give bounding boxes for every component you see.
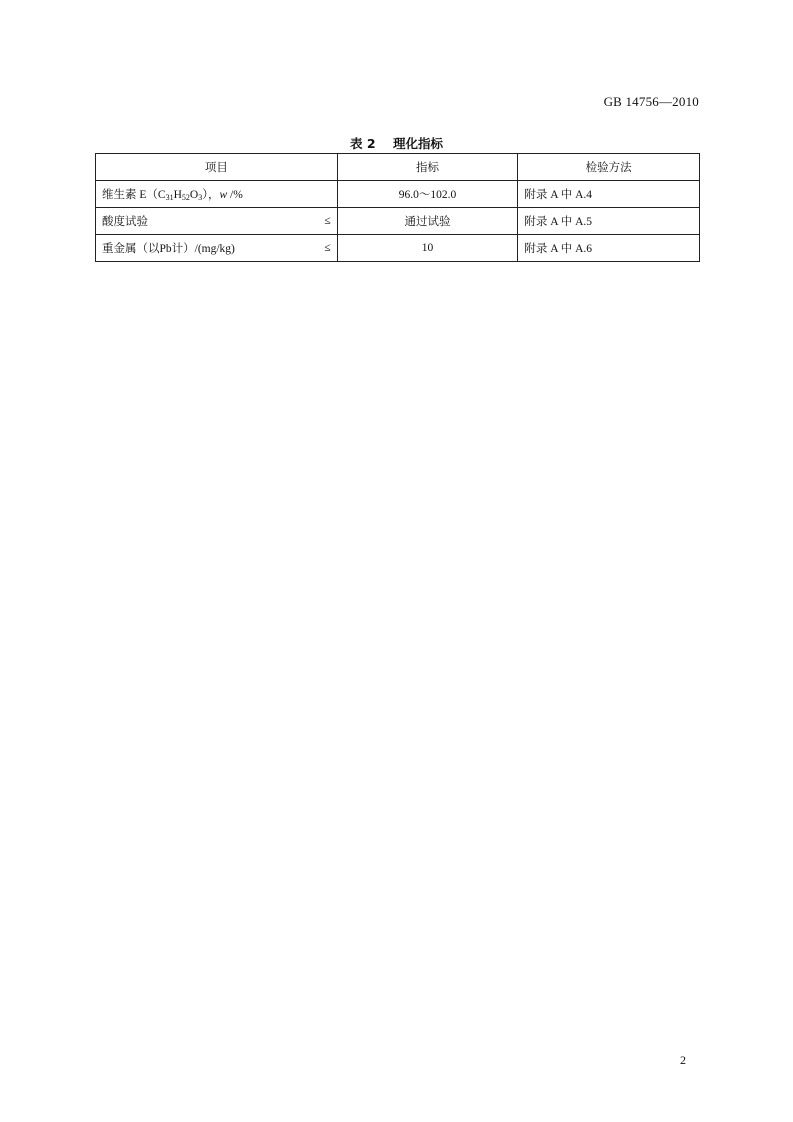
table-row bbox=[96, 181, 700, 208]
column-header-spec: 指标 bbox=[337, 154, 518, 181]
row-method: 附录 A 中 A.5 bbox=[518, 208, 700, 235]
row-item-heavy-metals: 重金属（以Pb计）/(mg/kg) ≤ bbox=[96, 235, 338, 262]
table-header-row bbox=[96, 154, 700, 181]
row-value: 通过试验 bbox=[337, 208, 518, 235]
row-item-vitamin-e: 维生素 $E(C_{31}H_{52}O_3)$，w /% bbox=[96, 181, 338, 208]
operator-leq: ≤ bbox=[324, 242, 331, 254]
row-value: 10 bbox=[337, 235, 518, 262]
page-number: 2 bbox=[680, 1053, 686, 1067]
row-item-acidity: 酸度试验 ≤ bbox=[96, 208, 338, 235]
column-header-item: 项目 bbox=[96, 154, 338, 181]
operator-leq: ≤ bbox=[324, 215, 331, 227]
column-header-method: 检验方法 bbox=[518, 154, 700, 181]
row-method: 附录 A 中 A.6 bbox=[518, 235, 700, 262]
table-row bbox=[96, 235, 700, 262]
physicochemical-spec-table bbox=[95, 153, 700, 262]
table-row bbox=[96, 208, 700, 235]
row-method: 附录 A 中 A.4 bbox=[518, 181, 700, 208]
standard-number: GB 14756—2010 bbox=[603, 94, 699, 109]
row-value: 96.0～102.0 bbox=[337, 181, 518, 208]
table-caption: 表 2 理化指标 bbox=[350, 136, 443, 151]
